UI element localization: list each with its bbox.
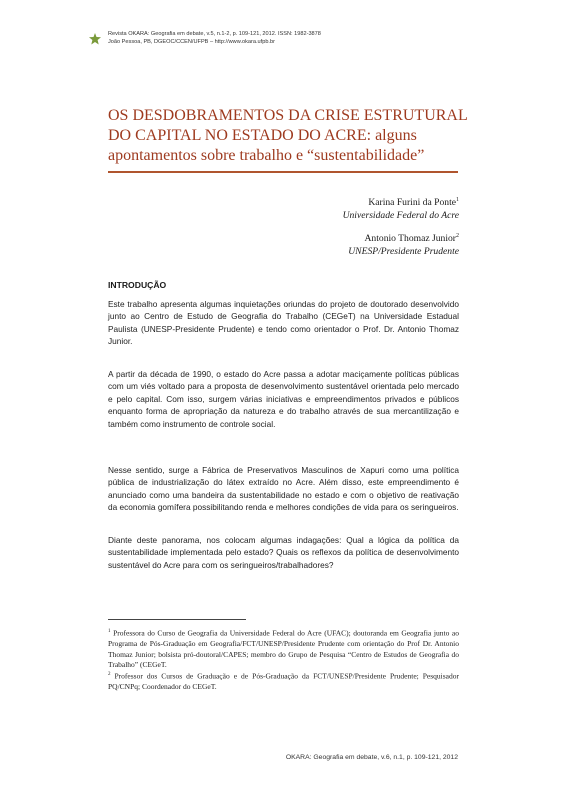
- footnote-1: $^1$ Professora do Curso de Geografia da Universidade Federal do Acre (UFAC); doutoranda em Geografia junto ao Programa de Pós-Graduação em Geografia/FCT/UNESP/Presidente Prudente com orientação do Prof Dr. Antonio Thomaz Junior; bolsista pró-doutoral/CAPES; membro do Grupo de Pesquisa “Centro de Estudos de Geografia do Trabalho” (CEGeT.: [108, 628, 459, 670]
- body-paragraph: Este trabalho apresenta algumas inquietações oriundas do projeto de doutorado desenvolvido junto ao Centro de Estudo de Geografia do Trabalho (CEGeT) na Universidade Estadual Paulista (UNESP-Presidente Prudente) e tendo como orientador o Prof. Dr. Antonio Thomaz Junior.: [108, 299, 459, 347]
- title-divider: [108, 171, 458, 173]
- author-affiliation: UNESP/Presidente Prudente: [348, 246, 459, 258]
- footnote-mark[interactable]: 2: [456, 233, 459, 239]
- journal-location: João Pessoa, PB, DGEOC/CCEN/UFPB – http://www.okara.ufpb.br: [108, 39, 275, 45]
- author-block-1: [343, 194, 459, 222]
- footnote-2: $^2$ Professor dos Cursos de Graduação e de Pós-Graduação da FCT/UNESP/Presidente Prudente; Pesquisador PQ/CNPq; Coordenador do CEGeT.: [108, 671, 460, 692]
- footnote-divider: [108, 619, 246, 620]
- author-affiliation: Universidade Federal do Acre: [342, 210, 459, 222]
- section-heading: INTRODUÇÃO: [108, 280, 167, 290]
- journal-citation: Revista OKARA: Geografia em debate, v.5, n.1-2, p. 109-121, 2012. ISSN: 1982-3878: [108, 31, 321, 37]
- author-name: Karina Furini da Ponte: [368, 197, 456, 209]
- journal-logo-icon: [88, 32, 102, 46]
- body-paragraph: Diante deste panorama, nos colocam algumas indagações: Qual a lógica da política da sustentabilidade implementada pelo estado? Quais os reflexos da política de desenvolvimento sustentável do Acre para com os seringueiros/trabalhadores?: [108, 535, 459, 570]
- footnote-mark[interactable]: 1: [456, 197, 459, 203]
- author-name: Antonio Thomaz Junior: [364, 233, 456, 245]
- paper-title: OS DESDOBRAMENTOS DA CRISE ESTRUTURAL DO CAPITAL NO ESTADO DO ACRE: alguns apontamentos sobre trabalho e “sustentabilidade”: [108, 107, 468, 164]
- body-paragraph: A partir da década de 1990, o estado do Acre passa a adotar maciçamente políticas públicas com um viés voltado para a proposta de desenvolvimento sustentável orientada pelo mercado e pelo capital. Com isso, surgem várias iniciativas e empreendimentos privados e públicos enquanto forma de apropriação da natureza e do trabalho através de sua mercantilização e também como instrumento de controle social.: [108, 369, 459, 429]
- journal-url-link[interactable]: http://www.okara.ufpb.br: [214, 39, 275, 45]
- journal-header: [108, 30, 468, 46]
- author-block-2: [348, 230, 459, 258]
- page-footer: OKARA: Geografia em debate, v.6, n.1, p. 109-121, 2012: [285, 754, 458, 761]
- body-paragraph: Nesse sentido, surge a Fábrica de Preservativos Masculinos de Xapuri como uma política pública de industrialização do látex extraído no Acre. Além disso, este empreendimento é anunciado como uma bandeira da sustentabilidade no estado e com o objetivo de reativação da economia gomífera possibilitando renda e melhores condições de vida para os seringueiros.: [108, 465, 459, 513]
